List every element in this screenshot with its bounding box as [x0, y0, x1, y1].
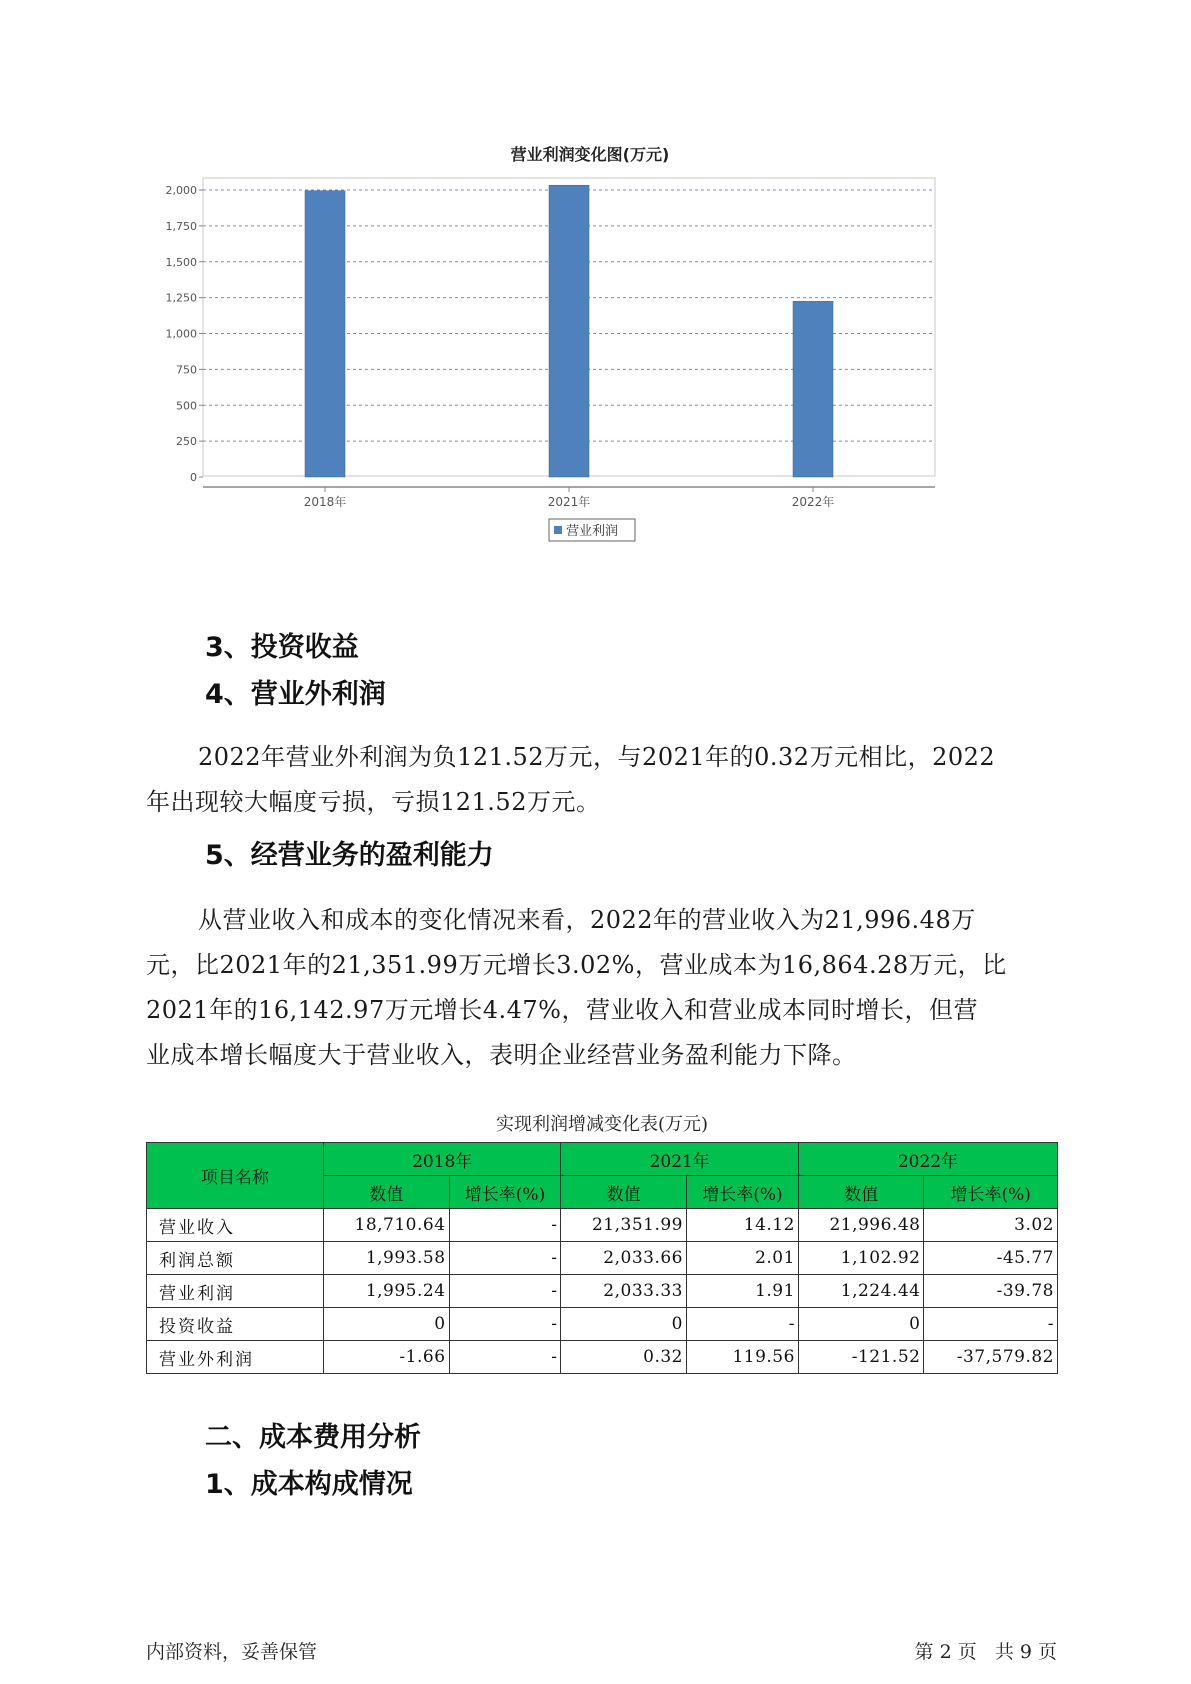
table-row	[147, 1209, 1058, 1242]
cell: -	[449, 1242, 561, 1275]
value-header: 数值	[324, 1176, 450, 1209]
growth-header: 增长率(%)	[687, 1176, 799, 1209]
heading-investment-income: 3、投资收益	[205, 632, 359, 663]
legend-swatch	[554, 526, 562, 534]
cell: 0	[561, 1308, 687, 1341]
paragraph-line: 从营业收入和成本的变化情况来看，2022年的营业收入为21,996.48万	[198, 906, 976, 934]
paragraph-line: 2022年营业外利润为负121.52万元，与2021年的0.32万元相比，2022	[198, 743, 996, 771]
x-tick-label: 2018年	[303, 495, 347, 509]
legend-label: 营业利润	[566, 524, 619, 539]
operating-profit-chart	[150, 138, 1030, 588]
table-row	[147, 1242, 1058, 1275]
table-row	[147, 1341, 1058, 1374]
table-row	[147, 1308, 1058, 1341]
cell: 1,102.92	[798, 1242, 924, 1275]
row-name: 投资收益	[147, 1308, 324, 1341]
chart-legend	[549, 519, 635, 541]
x-tick-label: 2022年	[791, 495, 835, 509]
cell: -	[924, 1308, 1058, 1341]
footer-confidential-note: 内部资料，妥善保管	[146, 1641, 318, 1663]
table-header-row	[147, 1143, 1058, 1176]
year-header: 2021年	[561, 1143, 798, 1176]
cell: 0	[324, 1308, 450, 1341]
cell: 2,033.66	[561, 1242, 687, 1275]
table-row	[147, 1275, 1058, 1308]
cell: -45.77	[924, 1242, 1058, 1275]
cell: 1,224.44	[798, 1275, 924, 1308]
profit-change-table	[146, 1142, 1058, 1374]
paragraph-line: 年出现较大幅度亏损，亏损121.52万元。	[146, 788, 601, 816]
y-tick-label: 1,500	[165, 255, 197, 269]
year-header: 2018年	[324, 1143, 561, 1176]
y-tick-label: 500	[176, 399, 197, 413]
y-tick-label: 1,000	[165, 327, 197, 341]
cell: -37,579.82	[924, 1341, 1058, 1374]
heading-non-operating-profit: 4、营业外利润	[205, 679, 386, 710]
heading-cost-analysis: 二、成本费用分析	[205, 1422, 421, 1453]
chart-svg	[150, 138, 1030, 588]
cell: 0.32	[561, 1341, 687, 1374]
cell: -39.78	[924, 1275, 1058, 1308]
cell: 1,995.24	[324, 1275, 450, 1308]
heading-cost-structure: 1、成本构成情况	[205, 1469, 413, 1500]
cell: 21,351.99	[561, 1209, 687, 1242]
cell: 1,993.58	[324, 1242, 450, 1275]
paragraph-non-operating-profit	[146, 735, 1058, 825]
paragraph-line: 2021年的16,142.97万元增长4.47%，营业收入和营业成本同时增长，但营	[146, 996, 978, 1024]
cell: -	[449, 1275, 561, 1308]
row-name: 营业利润	[147, 1275, 324, 1308]
cell: -	[449, 1308, 561, 1341]
cell: -	[449, 1341, 561, 1374]
row-name: 营业收入	[147, 1209, 324, 1242]
cell: 119.56	[687, 1341, 799, 1374]
bar	[549, 185, 589, 477]
row-name: 营业外利润	[147, 1341, 324, 1374]
item-name-header: 项目名称	[147, 1143, 324, 1209]
cell: 18,710.64	[324, 1209, 450, 1242]
y-tick-label: 0	[190, 471, 197, 484]
cell: 0	[798, 1308, 924, 1341]
y-tick-label: 1,250	[165, 291, 197, 305]
cell: -	[687, 1308, 799, 1341]
table-caption: 实现利润增减变化表(万元)	[495, 1114, 709, 1135]
y-tick-label: 2,000	[165, 184, 197, 197]
cell: 2.01	[687, 1242, 799, 1275]
cell: 2,033.33	[561, 1275, 687, 1308]
paragraph-profitability	[146, 898, 1058, 1078]
heading-profitability: 5、经营业务的盈利能力	[205, 840, 494, 871]
value-header: 数值	[798, 1176, 924, 1209]
x-tick-label: 2021年	[547, 495, 591, 509]
growth-header: 增长率(%)	[449, 1176, 561, 1209]
bar	[793, 301, 833, 477]
y-tick-label: 1,750	[165, 219, 197, 233]
cell: 14.12	[687, 1209, 799, 1242]
paragraph-line: 业成本增长幅度大于营业收入，表明企业经营业务盈利能力下降。	[146, 1041, 857, 1069]
cell: -	[449, 1209, 561, 1242]
bar	[305, 191, 345, 477]
year-header: 2022年	[798, 1143, 1057, 1176]
growth-header: 增长率(%)	[924, 1176, 1058, 1209]
chart-title: 营业利润变化图(万元)	[510, 145, 670, 164]
y-tick-label: 250	[176, 435, 197, 449]
cell: -121.52	[798, 1341, 924, 1374]
value-header: 数值	[561, 1176, 687, 1209]
y-tick-label: 750	[176, 363, 197, 377]
cell: 21,996.48	[798, 1209, 924, 1242]
paragraph-line: 元，比2021年的21,351.99万元增长3.02%，营业成本为16,864.28万元，比	[146, 951, 1007, 979]
cell: -1.66	[324, 1341, 450, 1374]
row-name: 利润总额	[147, 1242, 324, 1275]
cell: 1.91	[687, 1275, 799, 1308]
cell: 3.02	[924, 1209, 1058, 1242]
footer-page-number: 第 2 页 共 9 页	[914, 1641, 1057, 1663]
